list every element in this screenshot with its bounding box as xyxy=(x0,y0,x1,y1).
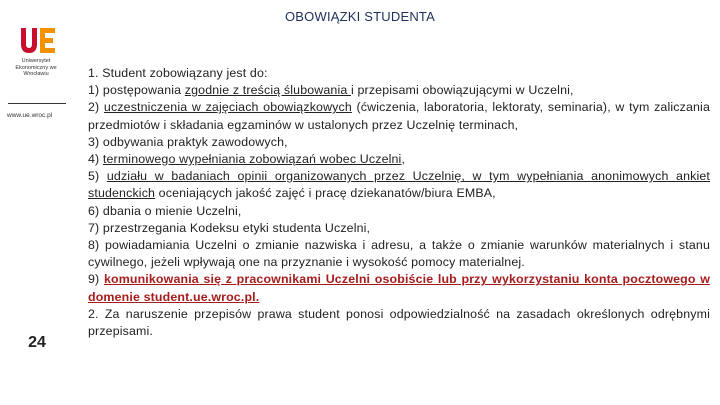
duties-content xyxy=(88,65,710,340)
duty-item-2: 2) uczestniczenia w zajęciach obowiązkowych (ćwiczenia, laboratoria, lektoraty, seminaria), w tym zaliczania przedmiotów i składania egzaminów w ustalonych przez Uczelnię terminach, xyxy=(88,100,710,132)
university-logo xyxy=(18,26,58,56)
duty-item-1: 1) postępowania zgodnie z treścią ślubowania i przepisami obowiązującymi w Uczelni, xyxy=(88,83,574,98)
duty-item-5: 5) udziału w badaniach opinii organizowanych przez Uczelnię, w tym wypełniania anonimowych ankiet studenckich oceniających jakość zajęć i pracę dziekanatów/biura EMBA, xyxy=(88,169,710,201)
duty-item-8: 8) powiadamiania Uczelni o zmianie nazwiska i adresu, a także o zmianie warunków materialnych i stanu cywilnego, jeżeli wpływają one na przyznanie i wysokość pomocy materialnej. xyxy=(88,238,710,270)
logo-divider xyxy=(8,103,66,104)
intro-line: 1. Student zobowiązany jest do: xyxy=(88,66,268,80)
duty-item-9: 9) komunikowania się z pracownikami Uczelni osobiście lub przy wykorzystaniu konta pocztowego w domenie student.ue.wroc.pl. xyxy=(88,272,710,304)
website-link[interactable]: www.ue.wroc.pl xyxy=(7,112,53,119)
duty-item-3: 3) odbywania praktyk zawodowych, xyxy=(88,134,288,149)
slide-title: OBOWIĄZKI STUDENTA xyxy=(285,9,435,24)
logo-text: Uniwersytet Ekonomiczny we Wrocławiu xyxy=(15,58,57,77)
liability-note: 2. Za naruszenie przepisów prawa student ponosi odpowiedzialność na zasadach określonych odrębnymi przepisami. xyxy=(88,306,710,339)
duty-item-4: 4) terminowego wypełniania zobowiązań wobec Uczelni, xyxy=(88,152,406,167)
sidebar xyxy=(0,0,72,405)
page-number: 24 xyxy=(28,334,46,351)
email-domain-highlight: komunikowania się z pracownikami Uczelni osobiście lub przy wykorzystaniu konta pocztowego w domenie student.ue.wroc.pl. xyxy=(88,272,710,304)
duty-item-6: 6) dbania o mienie Uczelni, xyxy=(88,203,242,218)
duty-item-7: 7) przestrzegania Kodeksu etyki studenta Uczelni, xyxy=(88,220,371,235)
